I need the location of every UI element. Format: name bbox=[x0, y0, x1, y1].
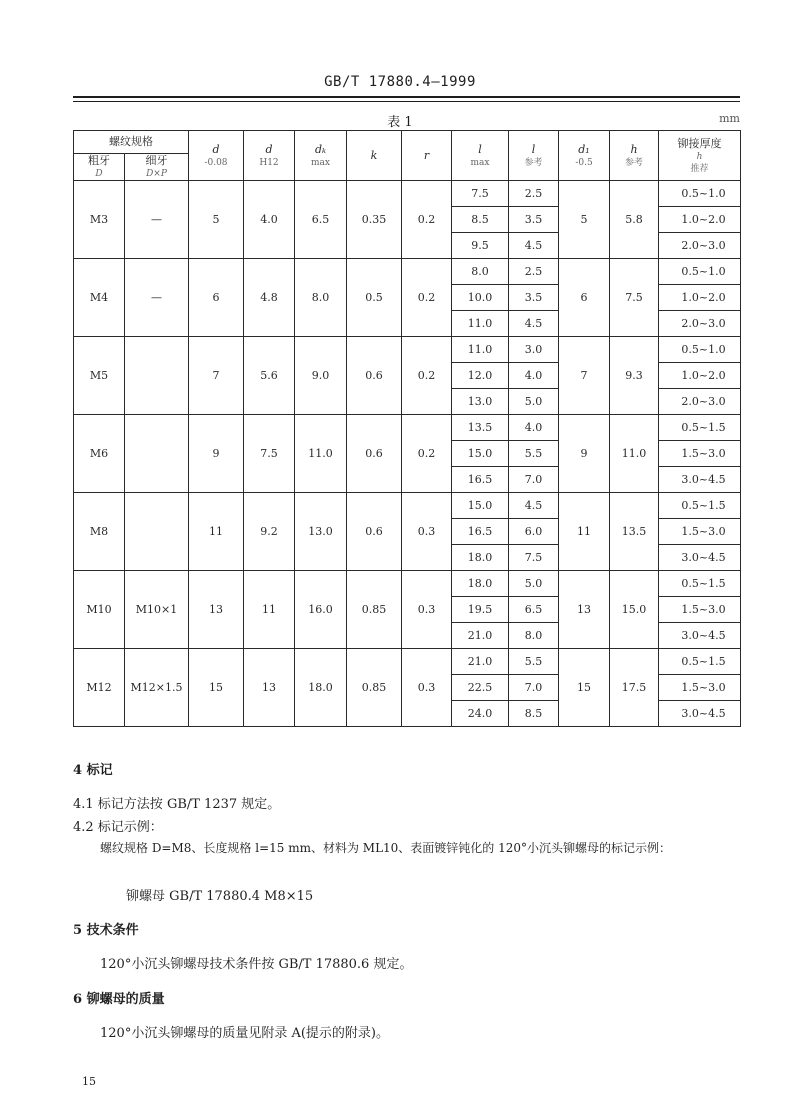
cell-l-max: 10.0 bbox=[452, 285, 509, 311]
header-d-top: d -0.08 bbox=[189, 131, 244, 181]
spec-table bbox=[73, 130, 741, 727]
cell-d-mid: 4.0 bbox=[244, 181, 295, 259]
section-6-text: 120°小沉头铆螺母的质量见附录 A(提示的附录)。 bbox=[100, 1026, 389, 1041]
section-4-2-text: 螺纹规格 D=M8、长度规格 l=15 mm、材料为 ML10、表面镀锌钝化的 120°小沉头铆螺母的标记示例： bbox=[100, 841, 672, 855]
cell-h: 5.8 bbox=[610, 181, 659, 259]
cell-dk: 8.0 bbox=[295, 259, 347, 337]
cell-k: 0.35 bbox=[347, 181, 402, 259]
cell-d-mid: 9.2 bbox=[244, 493, 295, 571]
section-4-2: 4.2 标记示例： bbox=[73, 820, 163, 835]
table-row bbox=[74, 337, 741, 363]
cell-d1: 6 bbox=[559, 259, 610, 337]
table-unit: mm bbox=[719, 112, 740, 125]
table-row bbox=[74, 571, 741, 597]
cell-thickness: 1.5~3.0 bbox=[659, 441, 741, 467]
cell-thickness: 3.0~4.5 bbox=[659, 701, 741, 727]
cell-l-max: 18.0 bbox=[452, 571, 509, 597]
cell-thickness: 2.0~3.0 bbox=[659, 233, 741, 259]
cell-dk: 16.0 bbox=[295, 571, 347, 649]
cell-thickness: 1.5~3.0 bbox=[659, 675, 741, 701]
header-k: k bbox=[347, 131, 402, 181]
page-number: 15 bbox=[82, 1075, 96, 1088]
header-fine: 细牙 D×P bbox=[125, 154, 189, 181]
cell-r: 0.3 bbox=[402, 649, 452, 727]
cell-l-max: 15.0 bbox=[452, 493, 509, 519]
cell-l-max: 9.5 bbox=[452, 233, 509, 259]
header-d1: d₁ -0.5 bbox=[559, 131, 610, 181]
header-r: r bbox=[402, 131, 452, 181]
cell-l-max: 21.0 bbox=[452, 649, 509, 675]
cell-l-ref: 3.5 bbox=[509, 207, 559, 233]
header-d-mid: d H12 bbox=[244, 131, 295, 181]
cell-thickness: 0.5~1.5 bbox=[659, 571, 741, 597]
section-5-text: 120°小沉头铆螺母技术条件按 GB/T 17880.6 规定。 bbox=[100, 957, 413, 972]
cell-k: 0.6 bbox=[347, 415, 402, 493]
cell-l-ref: 4.0 bbox=[509, 363, 559, 389]
cell-coarse: M10 bbox=[74, 571, 125, 649]
cell-k: 0.5 bbox=[347, 259, 402, 337]
cell-thickness: 1.0~2.0 bbox=[659, 207, 741, 233]
table-row bbox=[74, 493, 741, 519]
cell-l-max: 16.5 bbox=[452, 467, 509, 493]
cell-l-max: 15.0 bbox=[452, 441, 509, 467]
cell-k: 0.85 bbox=[347, 649, 402, 727]
cell-d-top: 15 bbox=[189, 649, 244, 727]
cell-h: 13.5 bbox=[610, 493, 659, 571]
section-4-title: 4 标记 bbox=[73, 763, 113, 778]
cell-h: 9.3 bbox=[610, 337, 659, 415]
table-row bbox=[74, 181, 741, 207]
cell-l-max: 21.0 bbox=[452, 623, 509, 649]
cell-dk: 6.5 bbox=[295, 181, 347, 259]
cell-l-ref: 5.0 bbox=[509, 571, 559, 597]
cell-d-top: 7 bbox=[189, 337, 244, 415]
cell-r: 0.3 bbox=[402, 571, 452, 649]
table-row bbox=[74, 259, 741, 285]
cell-thickness: 0.5~1.5 bbox=[659, 493, 741, 519]
cell-dk: 13.0 bbox=[295, 493, 347, 571]
cell-k: 0.85 bbox=[347, 571, 402, 649]
cell-dk: 18.0 bbox=[295, 649, 347, 727]
cell-l-ref: 7.5 bbox=[509, 545, 559, 571]
cell-coarse: M4 bbox=[74, 259, 125, 337]
cell-d1: 13 bbox=[559, 571, 610, 649]
cell-l-max: 8.0 bbox=[452, 259, 509, 285]
cell-l-max: 11.0 bbox=[452, 337, 509, 363]
cell-fine: — bbox=[125, 181, 189, 259]
cell-thickness: 3.0~4.5 bbox=[659, 467, 741, 493]
cell-h: 7.5 bbox=[610, 259, 659, 337]
cell-fine: M12×1.5 bbox=[125, 649, 189, 727]
cell-d-mid: 11 bbox=[244, 571, 295, 649]
cell-l-ref: 6.5 bbox=[509, 597, 559, 623]
cell-r: 0.2 bbox=[402, 181, 452, 259]
cell-d-mid: 7.5 bbox=[244, 415, 295, 493]
cell-fine bbox=[125, 415, 189, 493]
cell-d-mid: 5.6 bbox=[244, 337, 295, 415]
cell-l-max: 18.0 bbox=[452, 545, 509, 571]
cell-r: 0.2 bbox=[402, 415, 452, 493]
header-thread-spec: 螺纹规格 bbox=[74, 131, 189, 154]
cell-l-max: 8.5 bbox=[452, 207, 509, 233]
cell-thickness: 0.5~1.0 bbox=[659, 337, 741, 363]
cell-h: 17.5 bbox=[610, 649, 659, 727]
cell-d-mid: 4.8 bbox=[244, 259, 295, 337]
table-row bbox=[74, 415, 741, 441]
section-5-title: 5 技术条件 bbox=[73, 923, 139, 938]
cell-dk: 9.0 bbox=[295, 337, 347, 415]
cell-d1: 11 bbox=[559, 493, 610, 571]
cell-l-ref: 8.5 bbox=[509, 701, 559, 727]
cell-l-ref: 4.0 bbox=[509, 415, 559, 441]
cell-d-mid: 13 bbox=[244, 649, 295, 727]
cell-d1: 5 bbox=[559, 181, 610, 259]
cell-l-max: 22.5 bbox=[452, 675, 509, 701]
cell-fine: — bbox=[125, 259, 189, 337]
cell-fine: M10×1 bbox=[125, 571, 189, 649]
header-thickness: 铆接厚度 h 推荐 bbox=[659, 131, 741, 181]
section-6-title: 6 铆螺母的质量 bbox=[73, 992, 165, 1007]
cell-thickness: 0.5~1.5 bbox=[659, 649, 741, 675]
cell-d1: 15 bbox=[559, 649, 610, 727]
cell-thickness: 1.0~2.0 bbox=[659, 363, 741, 389]
cell-d-top: 13 bbox=[189, 571, 244, 649]
cell-coarse: M3 bbox=[74, 181, 125, 259]
header-rule-thin bbox=[73, 101, 740, 102]
table-caption: 表 1 bbox=[387, 115, 413, 130]
cell-thickness: 2.0~3.0 bbox=[659, 389, 741, 415]
cell-coarse: M8 bbox=[74, 493, 125, 571]
cell-k: 0.6 bbox=[347, 493, 402, 571]
cell-l-ref: 2.5 bbox=[509, 259, 559, 285]
cell-dk: 11.0 bbox=[295, 415, 347, 493]
cell-l-max: 19.5 bbox=[452, 597, 509, 623]
cell-l-max: 12.0 bbox=[452, 363, 509, 389]
cell-l-ref: 5.5 bbox=[509, 441, 559, 467]
cell-thickness: 3.0~4.5 bbox=[659, 545, 741, 571]
cell-l-ref: 4.5 bbox=[509, 493, 559, 519]
cell-thickness: 2.0~3.0 bbox=[659, 311, 741, 337]
header-h: h 参考 bbox=[610, 131, 659, 181]
cell-r: 0.2 bbox=[402, 259, 452, 337]
cell-thickness: 1.0~2.0 bbox=[659, 285, 741, 311]
cell-r: 0.2 bbox=[402, 337, 452, 415]
cell-l-ref: 4.5 bbox=[509, 311, 559, 337]
section-4-1: 4.1 标记方法按 GB/T 1237 规定。 bbox=[73, 797, 281, 812]
cell-l-ref: 5.0 bbox=[509, 389, 559, 415]
cell-l-max: 16.5 bbox=[452, 519, 509, 545]
header-l-ref: l 参考 bbox=[509, 131, 559, 181]
cell-d1: 7 bbox=[559, 337, 610, 415]
cell-l-ref: 4.5 bbox=[509, 233, 559, 259]
cell-l-max: 24.0 bbox=[452, 701, 509, 727]
cell-r: 0.3 bbox=[402, 493, 452, 571]
marking-example: 铆螺母 GB/T 17880.4 M8×15 bbox=[126, 889, 314, 904]
header-rule bbox=[73, 96, 740, 98]
cell-d-top: 6 bbox=[189, 259, 244, 337]
cell-k: 0.6 bbox=[347, 337, 402, 415]
cell-h: 11.0 bbox=[610, 415, 659, 493]
header-l-max: l max bbox=[452, 131, 509, 181]
cell-l-ref: 6.0 bbox=[509, 519, 559, 545]
cell-d-top: 11 bbox=[189, 493, 244, 571]
cell-l-ref: 2.5 bbox=[509, 181, 559, 207]
cell-h: 15.0 bbox=[610, 571, 659, 649]
cell-coarse: M5 bbox=[74, 337, 125, 415]
cell-d-top: 9 bbox=[189, 415, 244, 493]
cell-l-ref: 7.0 bbox=[509, 467, 559, 493]
cell-thickness: 3.0~4.5 bbox=[659, 623, 741, 649]
cell-l-max: 13.5 bbox=[452, 415, 509, 441]
header-dk: dₖ max bbox=[295, 131, 347, 181]
cell-l-ref: 3.5 bbox=[509, 285, 559, 311]
cell-thickness: 1.5~3.0 bbox=[659, 597, 741, 623]
cell-d1: 9 bbox=[559, 415, 610, 493]
standard-code: GB/T 17880.4—1999 bbox=[324, 74, 476, 90]
cell-thickness: 0.5~1.0 bbox=[659, 181, 741, 207]
cell-l-max: 7.5 bbox=[452, 181, 509, 207]
cell-fine bbox=[125, 337, 189, 415]
cell-l-ref: 7.0 bbox=[509, 675, 559, 701]
cell-coarse: M6 bbox=[74, 415, 125, 493]
cell-thickness: 0.5~1.5 bbox=[659, 415, 741, 441]
cell-l-ref: 8.0 bbox=[509, 623, 559, 649]
cell-l-max: 11.0 bbox=[452, 311, 509, 337]
cell-fine bbox=[125, 493, 189, 571]
table-row bbox=[74, 649, 741, 675]
header-coarse: 粗牙 D bbox=[74, 154, 125, 181]
cell-coarse: M12 bbox=[74, 649, 125, 727]
cell-l-max: 13.0 bbox=[452, 389, 509, 415]
cell-l-ref: 5.5 bbox=[509, 649, 559, 675]
cell-d-top: 5 bbox=[189, 181, 244, 259]
cell-thickness: 0.5~1.0 bbox=[659, 259, 741, 285]
cell-thickness: 1.5~3.0 bbox=[659, 519, 741, 545]
cell-l-ref: 3.0 bbox=[509, 337, 559, 363]
